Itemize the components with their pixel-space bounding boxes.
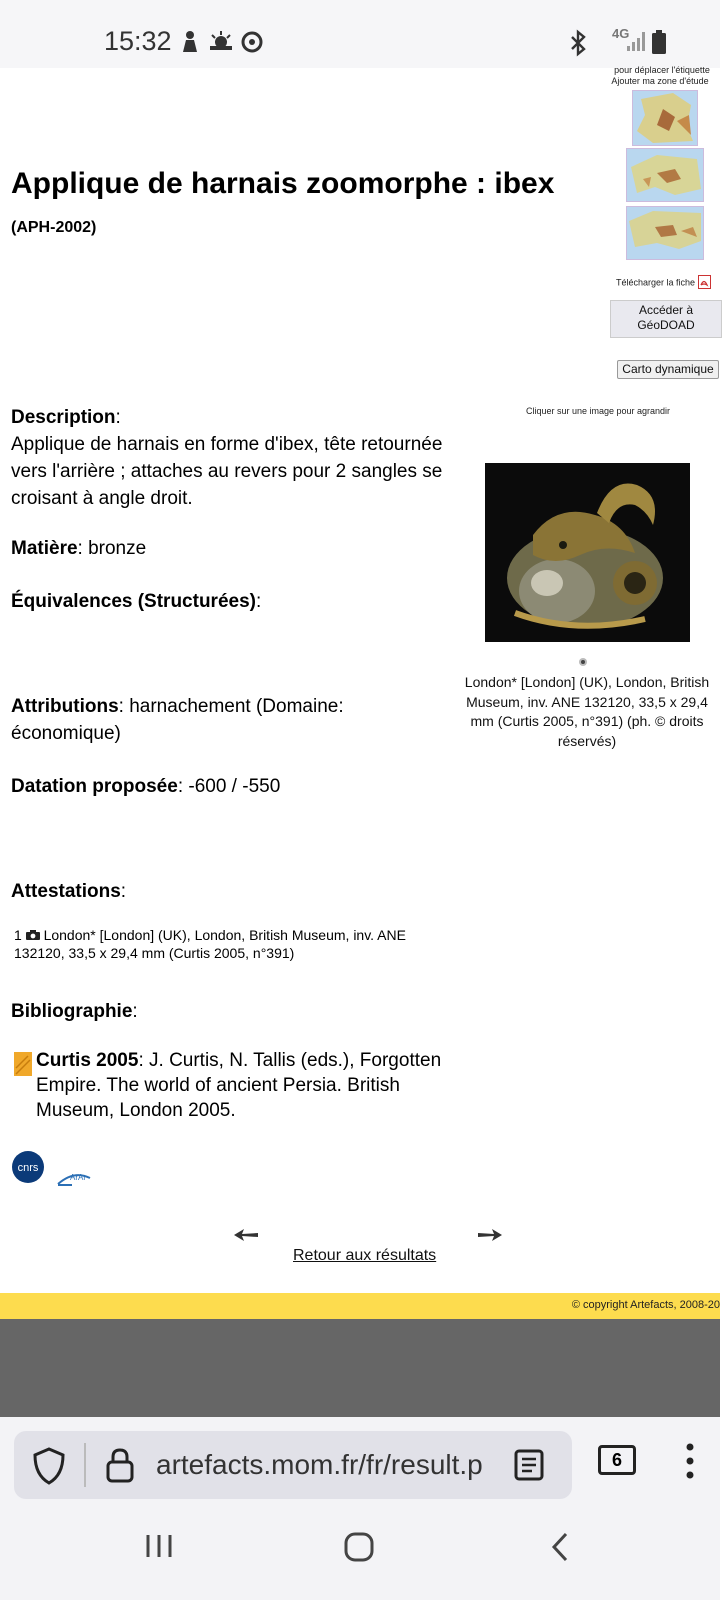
bibliography-note-icon[interactable] — [14, 1052, 32, 1081]
page-title: Applique de harnais zoomorphe : ibex — [11, 167, 555, 200]
material-value: bronze — [88, 538, 147, 559]
more-menu-icon[interactable] — [686, 1443, 694, 1484]
status-bar — [0, 0, 720, 68]
browser-toolbar — [0, 1417, 720, 1510]
attestations-label: Attestations — [11, 881, 121, 902]
dating-section: Datation proposée: -600 / -550 — [11, 776, 281, 797]
geodoad-button[interactable]: Accéder à GéoDOAD — [610, 300, 722, 338]
bibliography-section: Bibliographie: — [11, 1001, 138, 1022]
description-label: Description — [11, 407, 116, 428]
material-section: Matière: bronze — [11, 538, 147, 559]
camera-icon — [26, 926, 40, 944]
map-thumbnail-europe[interactable] — [626, 206, 704, 260]
previous-arrow-icon[interactable] — [232, 1228, 260, 1247]
zoom-icon[interactable] — [578, 654, 588, 672]
bluetooth-icon — [568, 30, 588, 61]
arar-logo[interactable] — [56, 1168, 92, 1193]
attestation-item[interactable] — [14, 926, 434, 962]
shield-icon[interactable] — [32, 1447, 66, 1490]
add-zone-link[interactable]: Ajouter ma zone d'étude — [611, 76, 709, 86]
attributions-value: harnachement (Domaine: économique) — [11, 696, 344, 744]
bibliography-entry — [36, 1048, 456, 1123]
copyright-text: © copyright Artefacts, 2008-20 — [571, 1299, 720, 1311]
url-text[interactable]: artefacts.mom.fr/fr/result.p — [156, 1449, 483, 1480]
click-image-hint: Cliquer sur une image pour agrandir — [525, 406, 671, 416]
tab-count-button[interactable]: 6 — [598, 1445, 636, 1475]
bibliography-text: : J. Curtis, N. Tallis (eds.), Forgotten Empire. The world of ancient Persia. British Museum, London 2005. — [36, 1050, 442, 1121]
recent-apps-icon[interactable] — [145, 1532, 173, 1565]
attributions-label: Attributions — [11, 696, 119, 717]
dating-value: -600 / -550 — [188, 776, 281, 797]
move-label-hint: pour déplacer l'étiquette — [614, 65, 710, 75]
sync-icon — [240, 30, 264, 59]
map-thumbnail-france[interactable] — [632, 90, 698, 146]
reader-mode-icon[interactable] — [514, 1449, 544, 1486]
carto-dynamique-button[interactable]: Carto dynamique — [617, 360, 719, 379]
bibliography-label: Bibliographie — [11, 1001, 133, 1022]
next-arrow-icon[interactable] — [476, 1228, 504, 1247]
download-sheet-label: Télécharger la fiche — [616, 277, 696, 288]
description-text: Applique de harnais en forme d'ibex, tête retournée vers l'arrière ; attaches au revers pour 2 sangles se croisant à angle droit. — [11, 434, 443, 509]
equivalences-label: Équivalences (Structurées) — [11, 591, 256, 612]
address-divider — [84, 1443, 86, 1487]
bibliography-ref[interactable]: Curtis 2005 — [36, 1050, 139, 1071]
address-bar[interactable] — [14, 1431, 572, 1499]
home-icon[interactable] — [344, 1532, 374, 1567]
download-sheet-link[interactable] — [616, 275, 711, 291]
system-nav-bar — [0, 1510, 720, 1600]
signal-icon — [626, 30, 646, 57]
dating-label: Datation proposée — [11, 776, 178, 797]
map-thumbnail-western-europe[interactable] — [626, 148, 704, 202]
description-section: Description: Applique de harnais en forme d'ibex, tête retournée vers l'arrière ; attaches au revers pour 2 sangles se croisant à angle droit. — [11, 407, 443, 509]
network-type: 4G — [612, 26, 630, 41]
page-bottom-band — [0, 1319, 720, 1417]
page-content — [0, 65, 720, 1311]
record-code: (APH-2002) — [11, 219, 97, 236]
attestation-text: London* [London] (UK), London, British Museum, inv. ANE 132120, 33,5 x 29,4 mm (Curtis 2005, n°391) — [14, 927, 406, 961]
photo-caption: London* [London] (UK), London, British Museum, inv. ANE 132120, 33,5 x 29,4 mm (Curtis 2005, n°391) (ph. © droits réservés) — [464, 674, 710, 749]
artefact-photo[interactable] — [485, 463, 690, 642]
cnrs-logo-text: cnrs — [17, 1162, 39, 1174]
back-to-results-link[interactable]: Retour aux résultats — [293, 1247, 437, 1264]
back-icon[interactable] — [550, 1532, 570, 1567]
attributions-section: Attributions: harnachement (Domaine: économique) — [11, 696, 344, 744]
arar-logo-text: ArAr — [70, 1173, 86, 1182]
cnrs-logo[interactable] — [11, 1150, 45, 1189]
material-label: Matière — [11, 538, 78, 559]
attestations-section: Attestations: — [11, 881, 127, 902]
footer-bar — [0, 1293, 720, 1319]
equivalences-section: Équivalences (Structurées): — [11, 591, 262, 612]
status-time: 15:32 — [104, 26, 172, 56]
lock-icon — [106, 1447, 134, 1488]
attestation-number: 1 — [14, 927, 22, 943]
notification-person-icon — [180, 30, 200, 59]
weather-icon — [208, 30, 234, 57]
battery-icon — [652, 30, 666, 59]
pdf-icon — [698, 275, 711, 291]
